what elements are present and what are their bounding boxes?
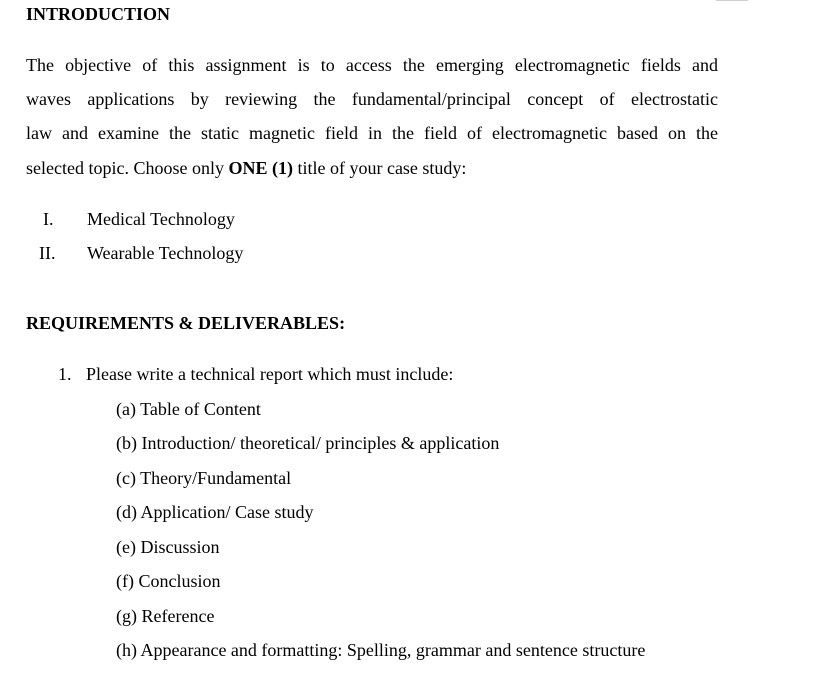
- paragraph-text: title of your case study:: [292, 158, 467, 178]
- paragraph-line: law and examine the static magnetic field in the field of electromagnetic based on the: [26, 123, 718, 143]
- paragraph-text: selected topic. Choose only: [26, 158, 229, 178]
- paragraph-bold-text: ONE (1): [228, 158, 293, 178]
- deliverable-item: (d) Application/ Case study: [116, 502, 314, 522]
- deliverable-item: (e) Discussion: [116, 537, 220, 557]
- requirements-heading: REQUIREMENTS & DELIVERABLES:: [26, 313, 346, 333]
- option-numeral: I.: [43, 209, 54, 229]
- paragraph-line: waves applications by reviewing the fundamental/principal concept of electrostatic: [26, 89, 718, 109]
- deliverable-item: (c) Theory/Fundamental: [116, 468, 292, 488]
- requirement-text: Please write a technical report which must include:: [86, 364, 454, 384]
- option-label: Medical Technology: [87, 209, 235, 229]
- page-top-rule: [716, 0, 748, 1]
- deliverable-item: (f) Conclusion: [116, 571, 221, 591]
- deliverable-item: (h) Appearance and formatting: Spelling, grammar and sentence structure: [116, 640, 646, 660]
- deliverable-item: (b) Introduction/ theoretical/ principles & application: [116, 433, 500, 453]
- introduction-heading: INTRODUCTION: [26, 4, 171, 24]
- paragraph-last-line: [26, 157, 718, 179]
- paragraph-line: The objective of this assignment is to access the emerging electromagnetic fields and: [26, 55, 718, 75]
- deliverable-item: (g) Reference: [116, 606, 215, 626]
- option-label: Wearable Technology: [87, 243, 244, 263]
- option-numeral: II.: [39, 243, 56, 263]
- deliverable-item: (a) Table of Content: [116, 399, 261, 419]
- requirement-number: 1.: [58, 364, 72, 384]
